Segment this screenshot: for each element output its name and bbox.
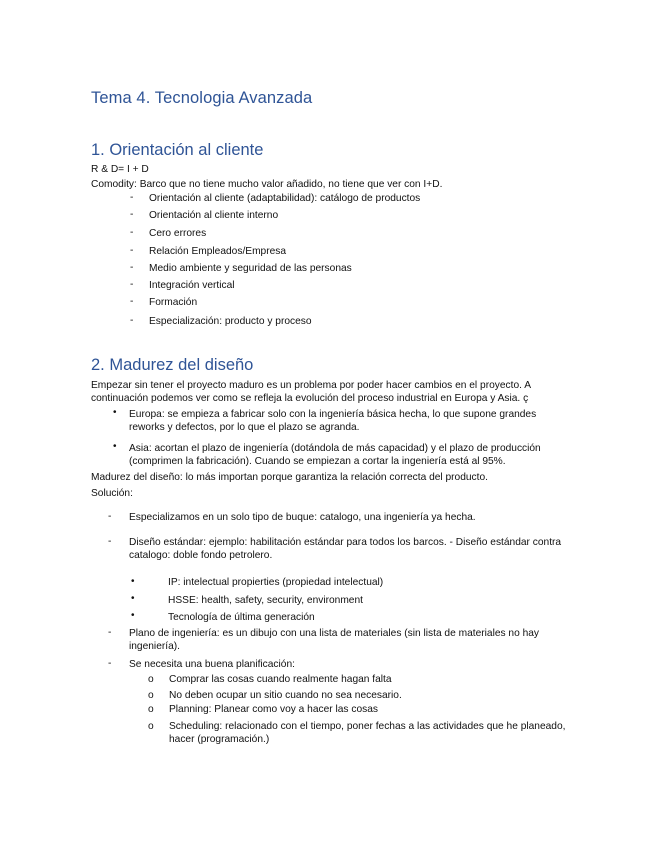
subbullet-item: Tecnología de última generación	[168, 612, 315, 623]
dash-item-plano: Plano de ingeniería: es un dibujo con una lista de materiales (sin lista de materiales no hay ingeniería).	[129, 628, 540, 652]
bullet-marker: •	[131, 576, 135, 587]
list-item: Orientación al cliente (adaptabilidad): catálogo de productos	[149, 193, 421, 204]
bullet-europa: Europa: se empieza a fabricar solo con la ingeniería básica hecha, lo que supone grandes reworks y defectos, por lo que el plazo se agranda.	[129, 409, 537, 433]
circle-item: Comprar las cosas cuando realmente hagan falta	[169, 674, 392, 685]
dash-marker: -	[130, 209, 134, 220]
dash-marker: -	[130, 192, 134, 203]
list-item: Cero errores	[149, 228, 207, 239]
rd-line: R & D= I + D	[91, 164, 149, 175]
dash-marker: -	[130, 279, 134, 290]
section-heading-madurez: 2. Madurez del diseño	[91, 356, 254, 374]
dash-marker: -	[108, 658, 112, 669]
dash-marker: -	[130, 296, 134, 307]
comodity-line: Comodity: Barco que no tiene mucho valor añadido, no tiene que ver con I+D.	[91, 179, 443, 190]
list-item: Orientación al cliente interno	[149, 210, 279, 221]
list-item: Relación Empleados/Empresa	[149, 246, 287, 257]
subbullet-item: IP: intelectual propierties (propiedad intelectual)	[168, 577, 384, 588]
solucion-label: Solución:	[91, 488, 133, 499]
bullet-marker: •	[113, 441, 117, 452]
bullet-marker: •	[113, 407, 117, 418]
dash-item-especializamos: Especializamos en un solo tipo de buque: catalogo, una ingeniería ya hecha.	[129, 512, 476, 523]
dash-item-planificacion: Se necesita una buena planificación:	[129, 659, 295, 670]
list-item: Formación	[149, 297, 198, 308]
dash-marker: -	[130, 227, 134, 238]
bullet-asia: Asia: acortan el plazo de ingeniería (dotándola de más capacidad) y el plazo de producción (comprimen la fabricación). Cuando se empiezan a cortar la ingeniería está al 95%.	[129, 443, 541, 467]
dash-marker: -	[130, 245, 134, 256]
bullet-marker: •	[131, 593, 135, 604]
circle-marker: o	[148, 690, 154, 701]
list-item: Especialización: producto y proceso	[149, 316, 312, 327]
dash-marker: -	[108, 627, 112, 638]
dash-marker: -	[108, 536, 112, 547]
document-title: Tema 4. Tecnologia Avanzada	[91, 89, 313, 107]
dash-item-diseno-estandar: Diseño estándar: ejemplo: habilitación estándar para todos los barcos. - Diseño estándar contra catalogo: doble fondo petrolero.	[129, 537, 562, 561]
circle-marker: o	[148, 721, 154, 732]
circle-marker: o	[148, 704, 154, 715]
subbullet-item: HSSE: health, safety, security, environment	[168, 595, 363, 606]
list-item: Medio ambiente y seguridad de las personas	[149, 263, 352, 274]
dash-marker: -	[130, 315, 134, 326]
list-item: Integración vertical	[149, 280, 235, 291]
circle-item: No deben ocupar un sitio cuando no sea necesario.	[169, 690, 402, 701]
dash-marker: -	[130, 262, 134, 273]
dash-marker: -	[108, 511, 112, 522]
circle-marker: o	[148, 674, 154, 685]
madurez-intro: Empezar sin tener el proyecto maduro es un problema por poder hacer cambios en el proyecto. A continuación podemos ver como se refleja la evolución del proceso industrial en Europa y Asia. ç	[91, 380, 531, 404]
bullet-marker: •	[131, 610, 135, 621]
section-heading-orientacion: 1. Orientación al cliente	[91, 141, 264, 159]
circle-item: Planning: Planear como voy a hacer las cosas	[169, 704, 378, 715]
madurez-definition: Madurez del diseño: lo más importan porque garantiza la relación correcta del producto.	[91, 472, 488, 483]
circle-item: Scheduling: relacionado con el tiempo, poner fechas a las actividades que he planeado, hacer (programación.)	[169, 721, 566, 745]
